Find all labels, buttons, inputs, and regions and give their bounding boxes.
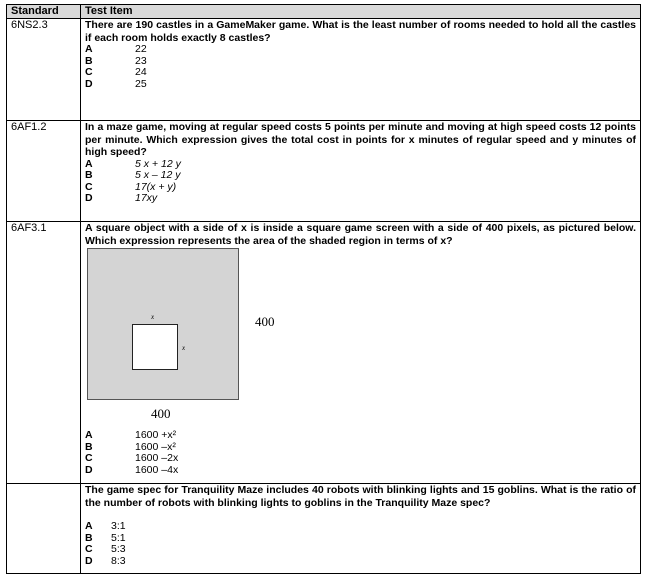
answer-option	[85, 430, 636, 442]
answer-option	[85, 465, 636, 477]
answer-option	[85, 533, 636, 545]
question-text: The game spec for Tranquility Maze includes 40 robots with blinking lights and 15 goblins. What is the ratio of the number of robots with blinking lights to goblins in the Tranquility Maze spec?	[85, 484, 636, 509]
header-test-item: Test Item	[81, 5, 641, 19]
outer-square	[87, 248, 239, 400]
table-row	[7, 222, 641, 484]
question-text: There are 190 castles in a GameMaker game. What is the least number of rooms needed to hold all the castles if each room holds exactly 8 castles?	[85, 19, 636, 44]
option-text: 17(x + y)	[135, 180, 177, 193]
option-text: 17xy	[135, 192, 158, 204]
option-letter: C	[85, 543, 93, 555]
answer-options	[85, 44, 636, 90]
answer-option	[85, 170, 636, 182]
option-text: 1600 –2x	[135, 452, 179, 464]
option-letter: C	[85, 180, 93, 193]
option-text: 5 x – 12 y	[135, 169, 181, 181]
table-row	[7, 484, 641, 574]
option-letter: B	[85, 54, 93, 67]
option-text: 5 x + 12 y	[135, 157, 181, 170]
option-letter: D	[85, 463, 93, 476]
table-row	[7, 19, 641, 121]
option-letter: D	[85, 77, 93, 90]
square-figure	[85, 248, 325, 430]
standard-code: 6NS2.3	[7, 19, 81, 121]
option-letter: B	[85, 169, 93, 181]
question-text	[85, 121, 636, 159]
option-letter: A	[85, 520, 93, 532]
option-letter: C	[85, 66, 93, 78]
answer-option	[85, 544, 636, 556]
inner-label-right: x	[182, 344, 186, 352]
test-items-table	[6, 4, 641, 574]
option-text: 5:1	[111, 531, 126, 544]
inner-square	[132, 324, 178, 370]
answer-option	[85, 67, 636, 79]
standard-code: 6AF3.1	[7, 222, 81, 484]
answer-option	[85, 79, 636, 91]
answer-options	[85, 430, 636, 476]
option-letter: A	[85, 43, 93, 55]
option-text: 22	[135, 43, 147, 55]
header-standard: Standard	[7, 5, 81, 19]
answer-option	[85, 556, 636, 568]
inner-label-top: x	[151, 313, 155, 321]
table-row	[7, 121, 641, 222]
option-letter: B	[85, 440, 93, 453]
option-letter: A	[85, 429, 93, 441]
option-letter: D	[85, 192, 93, 204]
answer-option	[85, 193, 636, 205]
answer-option	[85, 56, 636, 68]
question-text-body: In a maze game, moving at regular speed costs 5 points per minute and moving at high speed costs 12 points per minute. Which expression gives the total cost in points for x minutes of regular speed and y minutes of high speed?	[85, 121, 636, 158]
option-text: 1600 –4x	[135, 463, 179, 476]
outer-label-right: 400	[255, 314, 275, 329]
test-item-cell	[81, 484, 641, 574]
option-text: 24	[135, 66, 147, 78]
option-text: 1600 +x²	[135, 429, 177, 441]
option-letter: D	[85, 554, 93, 567]
option-letter: A	[85, 157, 93, 170]
test-item-cell	[81, 222, 641, 484]
option-letter: B	[85, 531, 93, 544]
option-text: 25	[135, 77, 147, 90]
option-letter: C	[85, 452, 93, 464]
option-text: 23	[135, 54, 147, 67]
option-text: 5:3	[111, 543, 126, 555]
standard-code	[7, 484, 81, 574]
test-item-cell	[81, 19, 641, 121]
question-text: A square object with a side of x is inside a square game screen with a side of 400 pixels, as pictured below. Which expression represents the area of the shaded region in terms of x?	[85, 222, 636, 247]
header-row	[7, 5, 641, 19]
answer-option	[85, 44, 636, 56]
option-text: 3:1	[111, 520, 126, 532]
outer-label-bottom: 400	[151, 406, 171, 421]
answer-options	[85, 159, 636, 205]
option-text: 1600 –x²	[135, 440, 176, 453]
answer-options	[85, 521, 636, 567]
test-item-cell	[81, 121, 641, 222]
answer-option	[85, 521, 636, 533]
standard-code: 6AF1.2	[7, 121, 81, 222]
answer-option	[85, 453, 636, 465]
option-text: 8:3	[111, 554, 126, 567]
answer-option	[85, 182, 636, 194]
